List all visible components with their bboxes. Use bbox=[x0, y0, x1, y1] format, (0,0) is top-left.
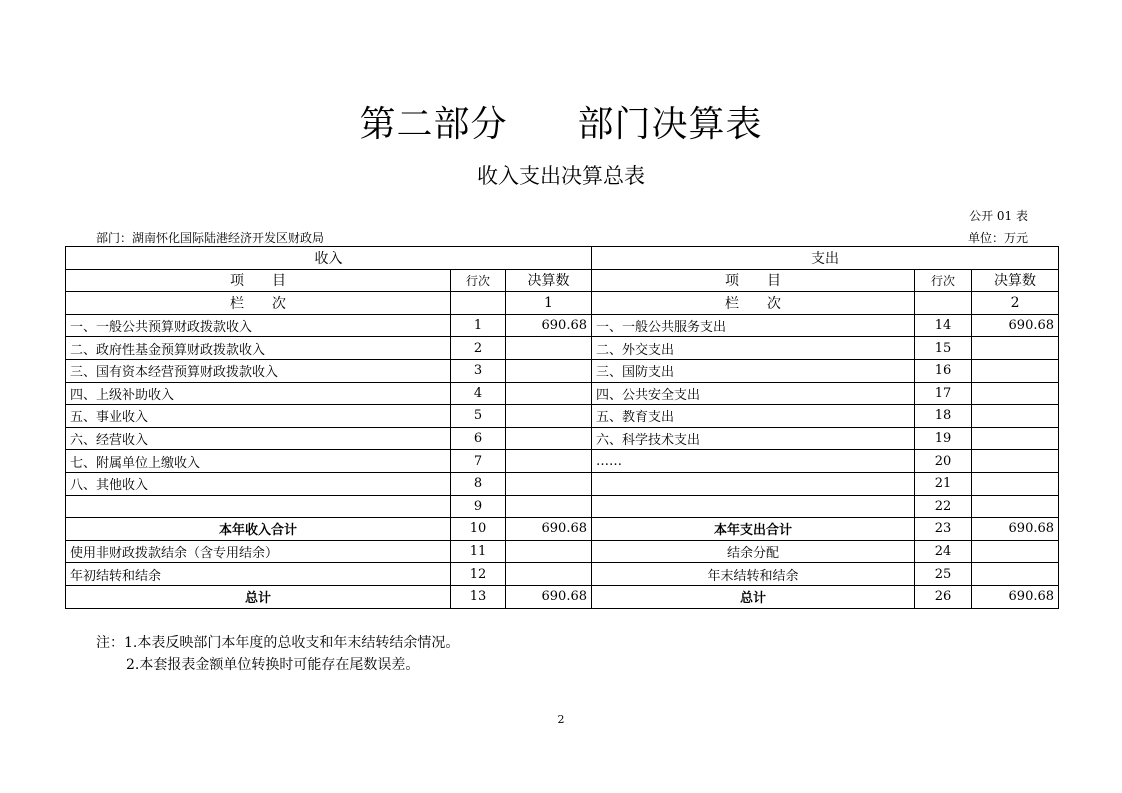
expense-row-no: 18 bbox=[915, 405, 972, 428]
form-number: 公开 01 表 bbox=[969, 209, 1028, 223]
expense-item bbox=[592, 472, 915, 495]
expense-amount bbox=[972, 472, 1059, 495]
income-row-no: 1 bbox=[451, 314, 506, 337]
income-item: 四、上级补助收入 bbox=[66, 382, 451, 405]
expense-section-header: 支出 bbox=[592, 247, 1059, 270]
expense-item: 二、外交支出 bbox=[592, 337, 915, 360]
income-item: 六、经营收入 bbox=[66, 427, 451, 450]
income-amount bbox=[506, 359, 592, 382]
income-total-row-no: 10 bbox=[451, 518, 506, 541]
expense-index-label: 栏 次 bbox=[592, 292, 915, 315]
begin-carry-label: 年初结转和结余 bbox=[66, 563, 451, 586]
expense-item: …… bbox=[592, 450, 915, 473]
notes bbox=[96, 632, 459, 676]
table-row bbox=[66, 495, 1059, 518]
surplus-alloc-label: 结余分配 bbox=[592, 540, 915, 563]
income-item: 七、附属单位上缴收入 bbox=[66, 450, 451, 473]
section-header-row bbox=[66, 247, 1059, 270]
income-item: 三、国有资本经营预算财政拨款收入 bbox=[66, 359, 451, 382]
income-item bbox=[66, 495, 451, 518]
note-2: 2.本套报表金额单位转换时可能存在尾数误差。 bbox=[126, 657, 420, 673]
expense-row-no: 15 bbox=[915, 337, 972, 360]
unit-label: 单位：万元 bbox=[967, 231, 1028, 245]
expense-amount bbox=[972, 337, 1059, 360]
income-section-header: 收入 bbox=[66, 247, 592, 270]
expense-item: 三、国防支出 bbox=[592, 359, 915, 382]
expense-row-no: 16 bbox=[915, 359, 972, 382]
expense-amount: 690.68 bbox=[972, 314, 1059, 337]
expense-item-header: 项 目 bbox=[592, 269, 915, 292]
expense-amount bbox=[972, 382, 1059, 405]
surplus-alloc-amount bbox=[972, 540, 1059, 563]
expense-grand-label: 总计 bbox=[592, 585, 915, 608]
expense-item: 五、教育支出 bbox=[592, 405, 915, 428]
nonfiscal-amount bbox=[506, 540, 592, 563]
end-carry-amount bbox=[972, 563, 1059, 586]
expense-col-index: 2 bbox=[972, 292, 1059, 315]
expense-item: 四、公共安全支出 bbox=[592, 382, 915, 405]
expense-total-label: 本年支出合计 bbox=[592, 518, 915, 541]
end-carry-row-no: 25 bbox=[915, 563, 972, 586]
income-amount bbox=[506, 382, 592, 405]
income-row-no: 5 bbox=[451, 405, 506, 428]
expense-row-no: 21 bbox=[915, 472, 972, 495]
income-amount bbox=[506, 450, 592, 473]
expense-total-row-no: 23 bbox=[915, 518, 972, 541]
expense-amount-header: 决算数 bbox=[972, 269, 1059, 292]
income-row-no: 8 bbox=[451, 472, 506, 495]
end-carry-label: 年末结转和结余 bbox=[592, 563, 915, 586]
income-item: 八、其他收入 bbox=[66, 472, 451, 495]
title-part: 第二部分 bbox=[359, 104, 508, 145]
income-index-label: 栏 次 bbox=[66, 292, 451, 315]
expense-item: 一、一般公共服务支出 bbox=[592, 314, 915, 337]
income-amount bbox=[506, 495, 592, 518]
table-subtitle: 收入支出决算总表 bbox=[477, 164, 645, 188]
income-col-index: 1 bbox=[506, 292, 592, 315]
income-total-amount: 690.68 bbox=[506, 518, 592, 541]
table-row bbox=[66, 405, 1059, 428]
expense-row-no: 20 bbox=[915, 450, 972, 473]
income-item-header: 项 目 bbox=[66, 269, 451, 292]
department-label: 部门：湖南怀化国际陆港经济开发区财政局 bbox=[96, 231, 325, 245]
annual-total-row bbox=[66, 518, 1059, 541]
note-1: 注：1.本表反映部门本年度的总收支和年末结转结余情况。 bbox=[96, 635, 460, 651]
expense-row-no: 19 bbox=[915, 427, 972, 450]
column-index-row bbox=[66, 292, 1059, 315]
column-header-row bbox=[66, 269, 1059, 292]
income-row-no: 7 bbox=[451, 450, 506, 473]
table-row bbox=[66, 450, 1059, 473]
income-item: 五、事业收入 bbox=[66, 405, 451, 428]
expense-row-no: 22 bbox=[915, 495, 972, 518]
income-row-no: 6 bbox=[451, 427, 506, 450]
table-row bbox=[66, 427, 1059, 450]
income-amount bbox=[506, 337, 592, 360]
income-amount bbox=[506, 427, 592, 450]
title-main: 部门决算表 bbox=[577, 104, 763, 145]
income-grand-label: 总计 bbox=[66, 585, 451, 608]
income-amount: 690.68 bbox=[506, 314, 592, 337]
table-row bbox=[66, 563, 1059, 586]
income-expense-table bbox=[65, 246, 1059, 609]
nonfiscal-row-no: 11 bbox=[451, 540, 506, 563]
begin-carry-amount bbox=[506, 563, 592, 586]
table-row bbox=[66, 472, 1059, 495]
begin-carry-row-no: 12 bbox=[451, 563, 506, 586]
income-row-no: 3 bbox=[451, 359, 506, 382]
expense-amount bbox=[972, 427, 1059, 450]
expense-item bbox=[592, 495, 915, 518]
income-grand-row-no: 13 bbox=[451, 585, 506, 608]
page-title bbox=[0, 96, 1122, 147]
table-row bbox=[66, 359, 1059, 382]
income-row-header: 行次 bbox=[451, 269, 506, 292]
expense-amount bbox=[972, 359, 1059, 382]
table-row bbox=[66, 382, 1059, 405]
expense-total-amount: 690.68 bbox=[972, 518, 1059, 541]
expense-item: 六、科学技术支出 bbox=[592, 427, 915, 450]
expense-grand-amount: 690.68 bbox=[972, 585, 1059, 608]
income-amount-header: 决算数 bbox=[506, 269, 592, 292]
income-total-label: 本年收入合计 bbox=[66, 518, 451, 541]
income-item: 一、一般公共预算财政拨款收入 bbox=[66, 314, 451, 337]
expense-amount bbox=[972, 450, 1059, 473]
expense-row-no: 17 bbox=[915, 382, 972, 405]
table-row bbox=[66, 337, 1059, 360]
expense-amount bbox=[972, 405, 1059, 428]
income-item: 二、政府性基金预算财政拨款收入 bbox=[66, 337, 451, 360]
table-row bbox=[66, 540, 1059, 563]
nonfiscal-label: 使用非财政拨款结余（含专用结余） bbox=[66, 540, 451, 563]
income-row-no: 4 bbox=[451, 382, 506, 405]
expense-amount bbox=[972, 495, 1059, 518]
income-row-no: 9 bbox=[451, 495, 506, 518]
expense-grand-row-no: 26 bbox=[915, 585, 972, 608]
income-amount bbox=[506, 472, 592, 495]
income-index-empty bbox=[451, 292, 506, 315]
page-number: 2 bbox=[557, 713, 565, 726]
expense-row-no: 14 bbox=[915, 314, 972, 337]
expense-index-empty bbox=[915, 292, 972, 315]
income-amount bbox=[506, 405, 592, 428]
income-grand-amount: 690.68 bbox=[506, 585, 592, 608]
grand-total-row bbox=[66, 585, 1059, 608]
surplus-alloc-row-no: 24 bbox=[915, 540, 972, 563]
income-row-no: 2 bbox=[451, 337, 506, 360]
table-row bbox=[66, 314, 1059, 337]
expense-row-header: 行次 bbox=[915, 269, 972, 292]
